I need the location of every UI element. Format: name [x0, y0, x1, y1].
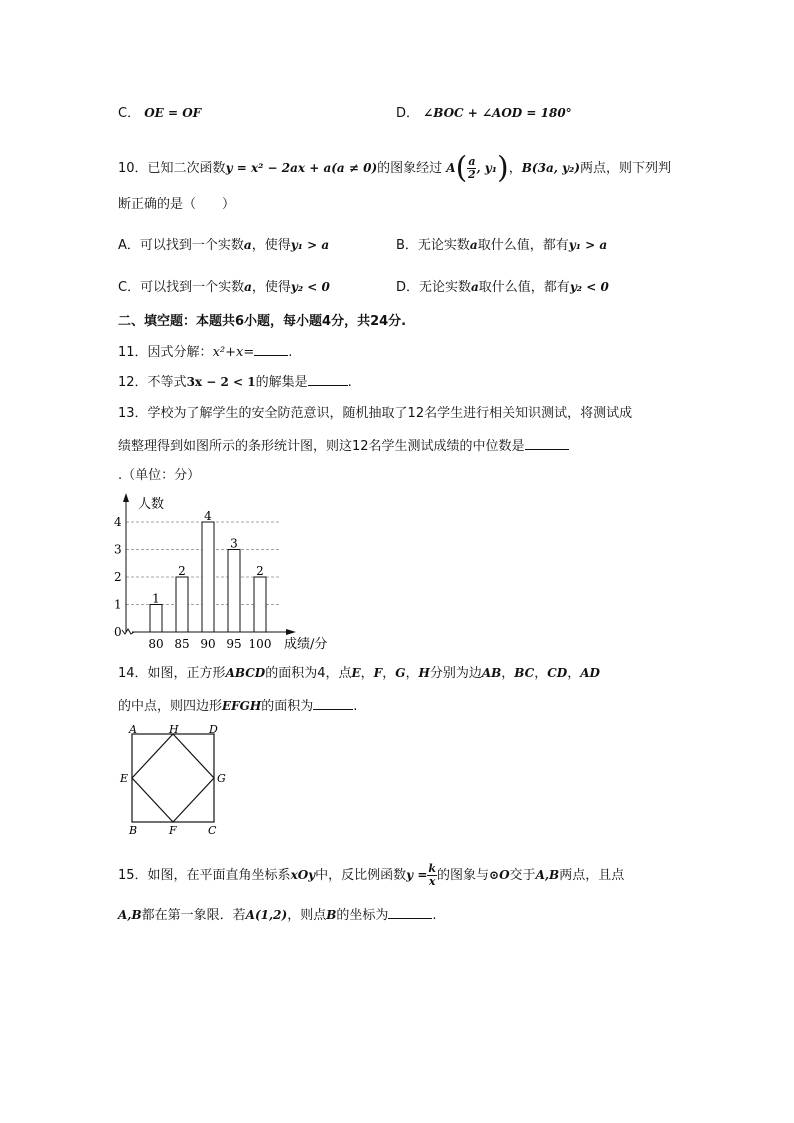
square-figure: [118, 722, 228, 838]
q10-option-a-mid: ，使得: [251, 238, 291, 253]
q13-line2: [118, 437, 569, 456]
q13-text1: 学校为了解学生的安全防范意识，随机抽取了12名学生进行相关知识测试，将测试成: [147, 406, 633, 421]
q15-text1: 如图，在平面直角坐标系: [147, 868, 291, 883]
q10-option-c-var: a: [244, 280, 252, 294]
q10-point-a-lparen: (: [455, 150, 468, 186]
q10-option-b: [396, 236, 607, 255]
q12-answer-blank[interactable]: [308, 373, 348, 386]
label-g: G: [217, 772, 226, 785]
q14-sep4: ，: [501, 666, 515, 681]
q11-text: 因式分解：: [147, 345, 213, 360]
q14-text3: 分别为边: [429, 666, 482, 681]
q10-frac-den: 2: [468, 168, 476, 181]
q9-option-d-math: ∠BOC + ∠AOD = 180°: [423, 106, 572, 120]
label-a: A: [129, 723, 137, 736]
q15-frac-x: x: [428, 875, 436, 888]
q10-option-a-var: a: [243, 238, 252, 252]
q12-number: 12．: [118, 375, 148, 390]
x-tick-label: 85: [174, 637, 190, 651]
q15-text8: 的坐标为: [336, 908, 389, 923]
bar: [150, 605, 162, 633]
q14-square-name: ABCD: [225, 666, 266, 680]
q10-point-a-rparen: ): [497, 150, 509, 186]
bar-data-label: 4: [204, 509, 212, 523]
q12-end: .: [347, 375, 352, 390]
q15-answer-blank[interactable]: [388, 906, 432, 919]
q14-number: 14．: [118, 666, 148, 681]
q10-point-a-label: A: [446, 161, 456, 175]
x-tick-label: 80: [148, 637, 164, 651]
q14-side-cd: CD: [547, 666, 568, 680]
q10-stem-line2: 断正确的是（ ）: [118, 197, 236, 212]
q15-text2: 中，反比例函数: [315, 868, 407, 883]
q10-option-a-label: A．可以找到一个实数: [118, 238, 244, 253]
q15-text3: 的图象与: [437, 868, 490, 883]
bar-data-label: 2: [178, 564, 186, 578]
q10-comma: ，: [508, 161, 522, 176]
q15-y-eq: y =: [406, 868, 428, 882]
q14-point-g: G: [395, 666, 406, 680]
q14-line2: [118, 697, 357, 716]
q10-point-a-y: , y₁: [476, 161, 498, 175]
q10-option-c-math: y₂ < 0: [290, 280, 330, 294]
q14-point-f: F: [373, 666, 383, 680]
x-tick-label: 100: [248, 637, 272, 651]
q15-line1: [118, 852, 624, 899]
bar: [254, 577, 266, 632]
q14-end: .: [353, 699, 358, 714]
q12-text2: 的解集是: [255, 375, 308, 390]
x-axis-label: 成绩/分: [284, 637, 328, 652]
quad-efgh: [132, 734, 214, 822]
q14-quad-name: EFGH: [222, 699, 262, 713]
q10-number: 10．: [118, 161, 148, 176]
q15-number: 15．: [118, 868, 148, 883]
q14-point-h: H: [418, 666, 430, 680]
q10-option-c-label: C．可以找到一个实数: [118, 280, 245, 295]
q14-text4: 的中点，则四边形: [118, 699, 223, 714]
q15-text7: ，则点: [287, 908, 327, 923]
q15-xoy: xOy: [290, 868, 316, 882]
q13-line1: [118, 405, 632, 423]
q13-line3: .（单位：分）: [118, 468, 201, 483]
section-heading: 二、填空题：本题共6小题，每小题4分，共24分.: [118, 314, 407, 329]
label-f: F: [169, 824, 177, 837]
y-tick-label: 2: [114, 570, 122, 584]
q14-side-bc: BC: [514, 666, 535, 680]
q15-point-b: B: [326, 908, 337, 922]
bar: [202, 522, 214, 632]
q9-option-d-label: D．: [396, 106, 420, 121]
q14-point-e: E: [351, 666, 361, 680]
q11-number: 11．: [118, 345, 148, 360]
label-c: C: [208, 824, 217, 837]
q11-end: .: [288, 345, 293, 360]
q14-side-ab: AB: [481, 666, 502, 680]
q10-option-a: [118, 236, 329, 255]
q12: [118, 373, 352, 392]
q15-circle: ⊙O: [489, 868, 510, 882]
q10-option-d: [396, 278, 609, 297]
q14-sep5: ，: [534, 666, 548, 681]
q14-line1: [118, 664, 600, 683]
q14-text1: 如图，正方形: [147, 666, 226, 681]
y-tick-label: 3: [114, 542, 122, 557]
q15-frac-k: k: [428, 862, 437, 875]
q10-option-c: [118, 278, 330, 297]
q10-function: y = x² − 2ax + a(a ≠ 0): [225, 161, 378, 175]
bar-data-label: 1: [152, 591, 160, 606]
bar-data-label: 2: [256, 564, 264, 578]
y-axis-label: 人数: [138, 497, 165, 512]
q14-answer-blank[interactable]: [313, 697, 353, 710]
q10-option-b-mid: 取什么值，都有: [477, 238, 569, 253]
q10-option-b-label: B．无论实数: [396, 238, 470, 253]
q9-option-c-label: C．: [118, 106, 141, 121]
q15-points-ab2: A,B: [118, 908, 142, 922]
q14-sep6: ，: [567, 666, 581, 681]
label-b: B: [129, 824, 138, 837]
q15-line2: [118, 906, 437, 925]
q10-text3: 两点，则下列判: [580, 161, 672, 176]
q14-side-ad: AD: [580, 666, 600, 680]
q12-text1: 不等式: [147, 375, 187, 390]
q9-option-c-math: OE = OF: [144, 106, 202, 120]
q13-number: 13．: [118, 406, 148, 421]
q15-fraction: [427, 863, 437, 888]
q12-inequality: 3x − 2 < 1: [186, 375, 256, 389]
q11: [118, 343, 292, 362]
q15-text4: 交于: [509, 868, 536, 883]
q11-answer-blank[interactable]: [254, 343, 288, 356]
q15-point-a: A(1,2): [245, 908, 288, 922]
y-axis-arrow: [123, 493, 129, 502]
q10-option-d-math: y₂ < 0: [569, 280, 609, 294]
q14-sep3: ，: [405, 666, 419, 681]
label-d: D: [209, 723, 218, 736]
q10-option-d-mid: 取什么值，都有: [478, 280, 570, 295]
q10-option-a-math: y₁ > a: [290, 238, 330, 252]
q15-text6: 都在第一象限．若: [141, 908, 246, 923]
q10-option-d-var: a: [471, 280, 479, 294]
q10-option-b-math: y₁ > a: [568, 238, 608, 252]
x-axis-arrow: [286, 629, 296, 635]
q10-text1: 已知二次函数: [147, 161, 226, 176]
q15-points-ab: A,B: [535, 868, 560, 882]
q10-option-d-label: D．无论实数: [396, 280, 472, 295]
x-tick-label: 90: [200, 637, 216, 651]
q14-sep1: ，: [360, 666, 374, 681]
q9-option-c: [118, 104, 201, 123]
q15-text5: 两点，且点: [559, 868, 625, 883]
q13-answer-blank[interactable]: [525, 437, 569, 450]
q9-option-d: [396, 104, 572, 123]
q10-stem-line1: [118, 148, 671, 189]
bar: [176, 577, 188, 632]
q14-text2: 的面积为4，点: [265, 666, 352, 681]
bar-chart: [112, 490, 352, 656]
q15-end: .: [432, 908, 437, 923]
q10-text2: 的图象经过: [377, 161, 443, 176]
q10-point-b: B(3a, y₂): [521, 161, 580, 175]
q13-text2: 绩整理得到如图所示的条形统计图，则这12名学生测试成绩的中位数是: [118, 439, 525, 454]
bar: [228, 550, 240, 633]
y-tick-label: 0: [114, 625, 122, 639]
q14-sep2: ，: [382, 666, 396, 681]
q10-option-b-var: a: [469, 238, 478, 252]
label-e: E: [120, 772, 129, 785]
q14-text5: 的面积为: [261, 699, 314, 714]
bar-data-label: 3: [230, 536, 238, 551]
q10-option-c-mid: ，使得: [251, 280, 291, 295]
y-tick-label: 4: [114, 515, 122, 529]
square-abcd: [132, 734, 214, 822]
q10-frac-num: a: [468, 155, 476, 168]
x-tick-label: 95: [226, 637, 242, 651]
q11-expression: x²+x=: [212, 345, 255, 360]
label-h: H: [169, 723, 179, 736]
y-tick-label: 1: [114, 597, 122, 612]
